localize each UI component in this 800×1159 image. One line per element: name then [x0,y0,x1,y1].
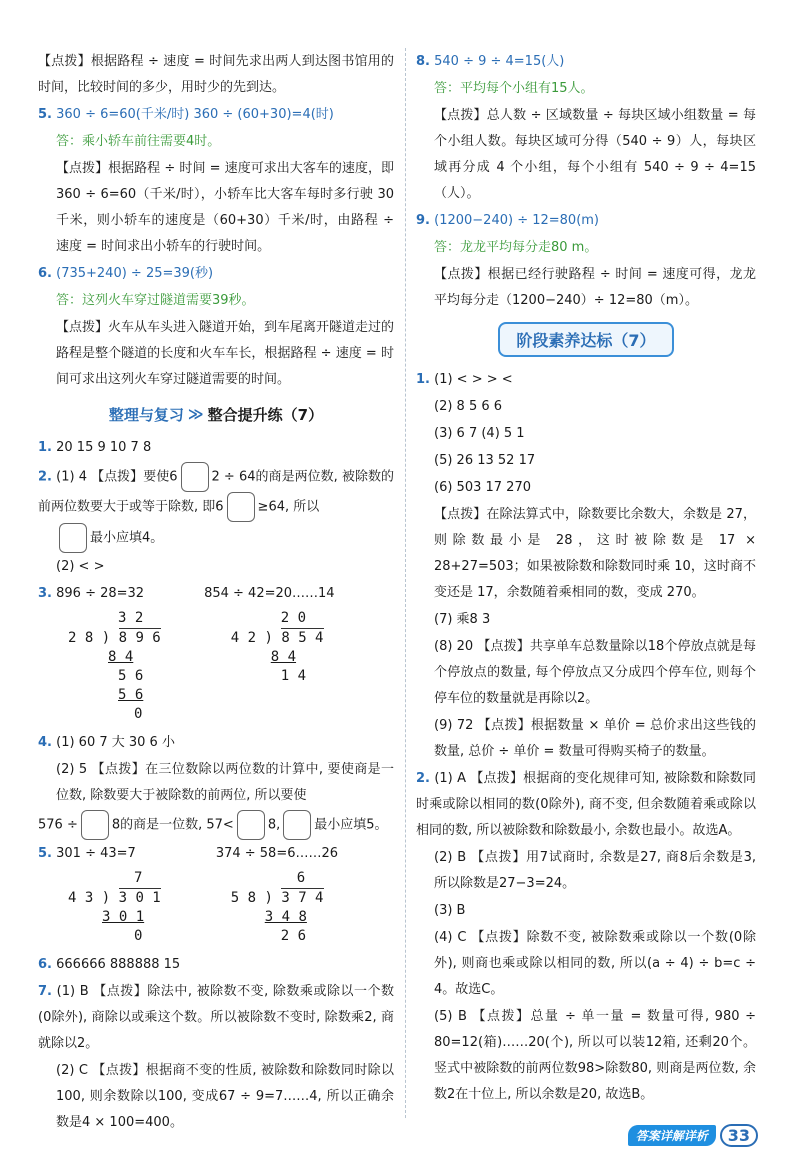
remainder: 1 4 [280,668,307,684]
partial-product: 8 4 [270,649,297,665]
partial-product: 3 4 8 [264,909,307,925]
answer-line: 666666 888888 15 [56,957,181,972]
tip-text: 【点拨】总人数 ÷ 区域数量 ÷ 每块区域小组数量 = 每个小组人数。每块区域可分得（540 ÷ 9）人，每块区域再分成 4 个小组，每个小组有 540 ÷ 9 ÷ 4=15（人）。 [434,108,756,201]
question-number: 7. [38,984,52,999]
quotient: 3 2 [118,610,144,626]
divisor: 4 3 [68,890,94,906]
answer-line: (1) 4 【点拨】要使6 [56,469,178,485]
answer-line: (8) 20 【点拨】共享单车总数量除以18个停放点就是每个停放点的数量, 每个停放点又分成四个停车位, 则每个停车位的数量就是再除以2。 [434,639,756,706]
answer-line: (2) < > [56,559,105,574]
answer-line: 2 ÷ 64的商是两位数, 被除数的前两位数要大于或等于除数, 即6 [38,469,394,515]
quotient: 7 [134,870,143,886]
long-division: 2 0 4 2 ) 8 5 4 8 4 1 4 [230,610,324,684]
answer-line: (3) 6 7 (4) 5 1 [434,426,525,441]
remainder: 0 [134,928,143,944]
tip-text: 【点拨】火车从车头进入隧道开始，到车尾离开隧道走过的路程是整个隧道的长度和火车车长，根据路程 ÷ 速度 = 时间可求出这列火车穿过隧道需要的时间。 [56,320,395,387]
divisor: 4 2 [230,630,257,646]
question-number: 2. [416,771,430,786]
divisor: 2 8 [68,630,94,646]
remainder: 5 6 [118,668,144,684]
column-divider [405,48,406,1118]
answer-line: (1) < > > < [434,372,513,387]
question-number: 6. [38,266,52,281]
answer-line: 最小应填5。 [314,817,388,833]
quotient: 6 [296,870,306,886]
question-number: 1. [38,440,52,455]
blank-box [237,810,265,840]
blank-box [283,810,311,840]
question-number: 3. [38,586,52,601]
answer-text: 答：这列火车穿过隧道需要39秒。 [56,293,255,308]
blank-box [59,523,87,553]
answer-line: (5) B 【点拨】总量 ÷ 单一量 = 数量可得, 980 ÷ 80=12(箱)……20(个), 所以可以装12箱, 还剩20个。竖式中被除数的前两位数98>除数80, 则商是两位数, 余数2在十位上, 所以余数是20, 故选B。 [434,1009,756,1102]
tip-text: 【点拨】在除法算式中，除数要比余数大，余数是 27，则除数最小是 28，这时被除数是 17 × 28+27=503；如果被除数和除数同时乘 10，这时商不变还是 17，余数随着乘相同的数，变成 270。 [434,507,756,600]
stage-heading [416,322,756,357]
long-division: 7 4 3 ) 3 0 1 3 0 1 0 [68,870,161,944]
footer-label: 答案详解详析 [628,1125,716,1146]
dividend: 3 0 1 [118,890,161,906]
answer-line: (1) B 【点拨】除法中, 被除数不变, 除数乘或除以一个数(0除外), 商除以或乘这个数。所以被除数不变时, 除数乘2, 商就除以2。 [38,984,394,1051]
question-number: 5. [38,846,52,861]
question-number: 6. [38,957,52,972]
tip-text: 【点拨】根据已经行驶路程 ÷ 时间 = 速度可得，龙龙平均每分走（1200−240）÷ 12=80（m）。 [434,267,756,308]
answer-line: 最小应填4。 [90,530,164,546]
answer-line: 8, [267,817,281,833]
section-title: 整理与复习 [108,405,184,424]
question-number: 4. [38,735,52,750]
question-number: 1. [416,372,430,387]
answer-line: (6) 503 17 270 [434,480,531,495]
left-column [38,48,394,1137]
dividend: 8 5 4 [281,630,324,646]
chevron-right-icon: ≫ [187,405,204,423]
answer-text: 答：龙龙平均每分走80 m。 [434,240,598,255]
answer-line: (2) C 【点拨】根据商不变的性质, 被除数和除数同时除以100, 则余数除以100, 变成67 ÷ 9=7……4, 所以正确余数是4 × 100=400。 [56,1063,394,1130]
dividend: 3 7 4 [281,890,324,906]
formula: 896 ÷ 28=32 [56,586,145,601]
long-division-row [38,609,394,724]
page-footer [628,1124,758,1147]
formula: 301 ÷ 43=7 [56,846,136,861]
page-number: 33 [720,1124,758,1147]
right-column [416,48,756,1109]
quotient: 2 0 [280,610,307,626]
blank-box [227,492,255,522]
formula: 374 ÷ 58=6……26 [215,846,339,861]
answer-line: (2) B 【点拨】用7试商时, 余数是27, 商8后余数是3, 所以除数是27−3=24。 [434,850,756,891]
partial-product: 3 0 1 [102,909,145,925]
section-heading [38,399,394,429]
answer-text: 答：平均每个小组有15人。 [434,81,594,96]
answer-line: 576 ÷ [38,817,78,833]
formula: (1200−240) ÷ 12=80(m) [434,213,599,228]
remainder: 2 6 [280,928,307,944]
partial-product: 5 6 [118,687,144,703]
tip-text: 【点拨】根据路程 ÷ 时间 = 速度可求出大客车的速度，即 360 ÷ 6=60（千米/时），小轿车比大客车每时多行驶 30 千米，则小轿车的速度是（60+30）千米/时，由路程 ÷ 速度 = 时间求出小轿车的行驶时间。 [56,161,394,254]
question-number: 8. [416,54,430,69]
answer-line: (2) 5 【点拨】在三位数除以两位数的计算中, 要使商是一位数, 除数要大于被除数的前两位, 所以要使 [56,762,394,803]
answer-text: 答：乘小轿车前往需要4时。 [56,134,221,149]
answer-line: (4) C 【点拨】除数不变, 被除数乘或除以一个数(0除外), 则商也乘或除以相同的数, 所以(a ÷ 4) ÷ b=c ÷ 4。故选C。 [434,930,756,997]
answer-line: (5) 26 13 52 17 [434,453,536,468]
answer-line: 8的商是一位数, 57< [111,817,234,833]
long-division-row [38,869,394,946]
partial-product: 8 4 [108,649,134,665]
question-number: 5. [38,107,52,122]
question-number: 9. [416,213,430,228]
answer-line: ≥64, 所以 [257,499,320,515]
answer-line: (1) 60 7 大 30 6 小 [56,735,175,750]
formula: (735+240) ÷ 25=39(秒) [56,266,214,281]
section-subtitle: 整合提升练（7） [207,405,324,424]
question-number: 2. [38,469,52,485]
answer-line: 20 15 9 10 7 8 [56,440,152,455]
long-division: 6 5 8 ) 3 7 4 3 4 8 2 6 [230,870,324,944]
answer-line: (1) A 【点拨】根据商的变化规律可知, 被除数和除数同时乘或除以相同的数(0除外), 商不变, 但余数随着乘或除以相同的数, 所以被除数和除数最小, 余数也最小。故选A。 [416,771,756,838]
long-division: 3 2 2 8 ) 8 9 6 8 4 5 6 5 6 0 [68,610,161,722]
formula: 540 ÷ 9 ÷ 4=15(人) [434,54,565,69]
answer-line: (3) B [434,903,466,918]
divisor: 5 8 [230,890,257,906]
tip-text: 【点拨】根据路程 ÷ 速度 = 时间先求出两人到达图书馆用的时间，比较时间的多少，用时少的先到达。 [38,54,394,95]
answer-line: (7) 乘8 3 [434,612,491,627]
answer-line: (2) 8 5 6 6 [434,399,503,414]
remainder: 0 [134,706,143,722]
blank-box [81,810,109,840]
stage-title: 阶段素养达标（7） [498,322,673,357]
blank-box [181,462,209,492]
formula: 854 ÷ 42=20……14 [204,586,335,601]
dividend: 8 9 6 [118,630,161,646]
answer-line: (9) 72 【点拨】根据数量 × 单价 = 总价求出这些钱的数量, 总价 ÷ 单价 = 数量可得购买椅子的数量。 [434,718,756,759]
formula: 360 ÷ 6=60(千米/时) 360 ÷ (60+30)=4(时) [56,107,334,122]
